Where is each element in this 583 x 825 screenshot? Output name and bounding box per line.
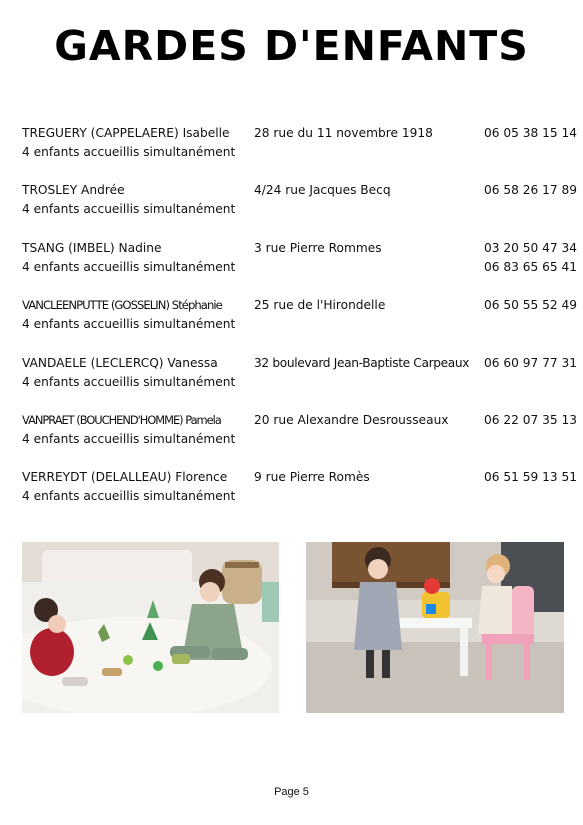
entry-phone: 06 51 59 13 51 <box>484 470 578 485</box>
entry-capacity: 4 enfants accueillis simultanément <box>22 374 236 389</box>
page-number: Page 5 <box>274 786 309 798</box>
entry-address: 20 rue Alexandre Desrousseaux <box>254 412 449 427</box>
entry-address: 25 rue de l'Hirondelle <box>254 298 386 313</box>
list-item <box>22 468 578 525</box>
entry-address: 9 rue Pierre Romès <box>254 470 370 485</box>
entry-name: TSANG (IMBEL) Nadine <box>22 240 162 255</box>
entry-phone: 06 50 55 52 49 <box>484 298 578 313</box>
entry-name: VERREYDT (DELALLEAU) Florence <box>22 470 228 485</box>
entry-name <box>22 296 222 315</box>
entry-name <box>22 411 221 430</box>
entry-capacity: 4 enfants accueillis simultanément <box>22 259 236 274</box>
list-item <box>22 296 578 353</box>
entry-capacity: 4 enfants accueillis simultanément <box>22 145 236 159</box>
list-item <box>22 354 578 411</box>
entry-phone: 06 22 07 35 13 <box>484 412 578 427</box>
children-table-photo <box>306 542 564 713</box>
entry-capacity: 4 enfants accueillis simultanément <box>22 202 236 217</box>
entry-phone: 06 60 97 77 31 <box>484 355 578 370</box>
entry-phone: 06 05 38 15 14 <box>484 126 578 140</box>
entry-address: 28 rue du 11 novembre 1918 <box>254 126 433 140</box>
entry-name: TREGUERY (CAPPELAERE) Isabelle <box>22 126 230 140</box>
entry-name: TROSLEY Andrée <box>22 183 125 198</box>
list-item <box>22 239 578 296</box>
list-item <box>22 411 578 468</box>
entry-name: VANDAELE (LECLERCQ) Vanessa <box>22 355 218 370</box>
list-item <box>22 124 578 181</box>
list-item <box>22 181 578 238</box>
entry-name-text: VANPRAET (BOUCHEND'HOMME) Pamela <box>22 412 221 427</box>
entry-address: 4/24 rue Jacques Becq <box>254 183 391 198</box>
childcare-list <box>22 124 578 526</box>
entry-capacity: 4 enfants accueillis simultanément <box>22 317 236 332</box>
entry-phone: 06 58 26 17 89 <box>484 183 578 198</box>
page-title: GARDES D'ENFANTS <box>54 22 529 70</box>
entry-phone-secondary: 06 83 65 65 41 <box>484 259 578 274</box>
entry-capacity: 4 enfants accueillis simultanément <box>22 431 236 446</box>
entry-address: 32 boulevard Jean-Baptiste Carpeaux <box>254 355 470 370</box>
entry-capacity: 4 enfants accueillis simultanément <box>22 489 236 504</box>
entry-phone: 03 20 50 47 34 <box>484 240 578 255</box>
entry-name-text: VANCLEENPUTTE (GOSSELIN) Stéphanie <box>22 298 222 313</box>
entry-address: 3 rue Pierre Rommes <box>254 240 382 255</box>
children-playing-floor-photo <box>22 542 279 713</box>
